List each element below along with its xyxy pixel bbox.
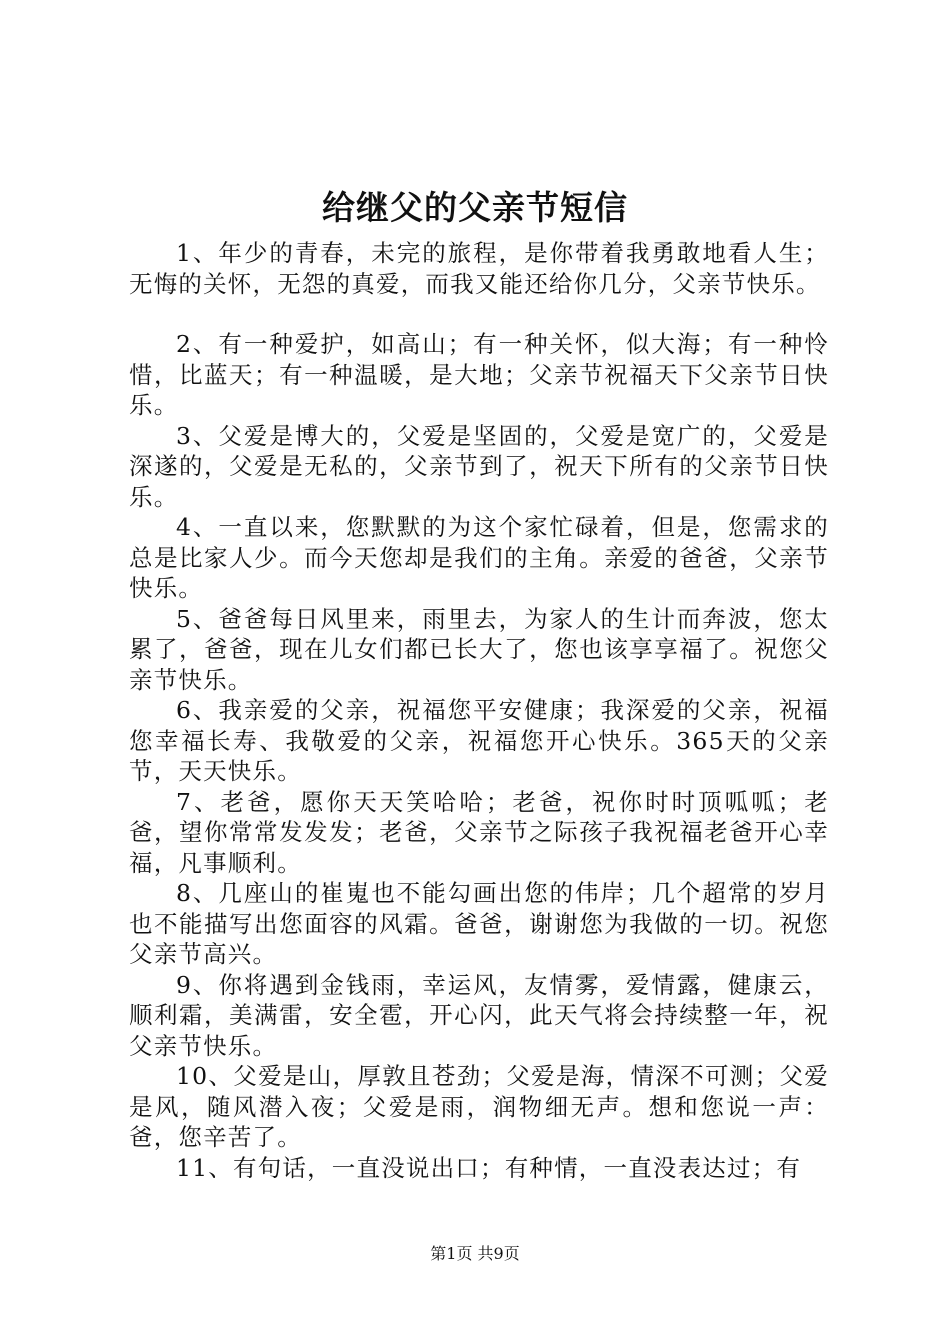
page-number-footer: 第1页 共9页 [430,1244,520,1263]
document-title: 给继父的父亲节短信 [322,188,628,227]
paragraph-10: 10、父爱是山，厚敦且苍劲；父爱是海，情深不可测；父爱是风，随风潜入夜；父爱是雨，润物细无声。想和您说一声：爸，您辛苦了。 [129,1062,829,1151]
paragraph-7: 7、老爸，愿你天天笑哈哈；老爸，祝你时时顶呱呱；老爸，望你常常发发发；老爸，父亲节之际孩子我祝福老爸开心幸福，凡事顺利。 [129,787,829,877]
paragraph-11: 11、有句话，一直没说出口；有种情，一直没表达过；有 [176,1153,802,1182]
paragraph-9: 9、你将遇到金钱雨，幸运风，友情雾，爱情露，健康云，顺利霜，美满雷，安全雹，开心闪，此天气将会持续整一年，祝父亲节快乐。 [129,970,829,1060]
document-body [129,238,829,1183]
paragraph-6: 6、我亲爱的父亲，祝福您平安健康；我深爱的父亲，祝福您幸福长寿、我敬爱的父亲，祝福您开心快乐。365天的父亲节，天天快乐。 [129,696,829,785]
paragraph-2: 2、有一种爱护，如高山；有一种关怀，似大海；有一种怜惜，比蓝天；有一种温暖，是大地；父亲节祝福天下父亲节日快乐。 [129,330,829,419]
paragraph-8: 8、几座山的崔嵬也不能勾画出您的伟岸；几个超常的岁月也不能描写出您面容的风霜。爸爸，谢谢您为我做的一切。祝您父亲节高兴。 [129,879,829,968]
paragraph-5: 5、爸爸每日风里来，雨里去，为家人的生计而奔波，您太累了，爸爸，现在儿女们都已长大了，您也该享享福了。祝您父亲节快乐。 [129,604,829,694]
paragraph-3: 3、父爱是博大的，父爱是坚固的，父爱是宽广的，父爱是深遂的，父爱是无私的，父亲节到了，祝天下所有的父亲节日快乐。 [129,421,829,511]
paragraph-1: 1、年少的青春，未完的旅程，是你带着我勇敢地看人生；无悔的关怀，无怨的真爱，而我又能还给你几分，父亲节快乐。 [129,239,829,298]
paragraph-4: 4、一直以来，您默默的为这个家忙碌着，但是，您需求的总是比家人少。而今天您却是我们的主角。亲爱的爸爸，父亲节快乐。 [129,513,829,602]
